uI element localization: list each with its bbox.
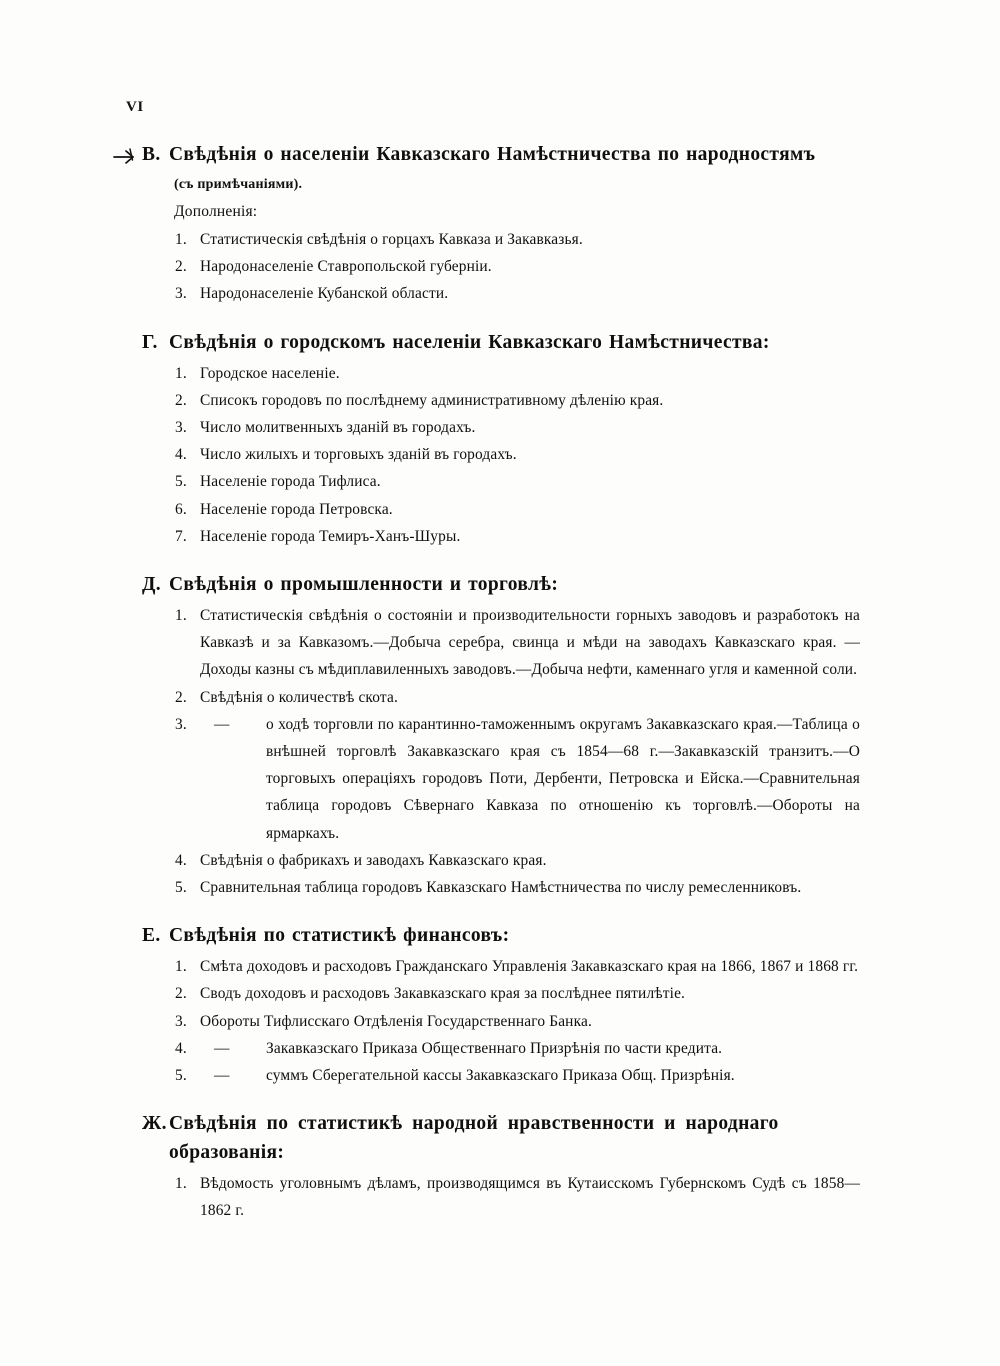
item-number: 1. <box>175 364 187 382</box>
item-text: Народонаселеніе Кубанской области. <box>200 285 449 303</box>
section-letter: Е. <box>142 925 161 947</box>
arrow-right-icon <box>112 146 140 166</box>
list-item <box>142 847 860 874</box>
list-item <box>142 711 860 847</box>
section-letter: В. <box>142 144 161 165</box>
list-item <box>142 523 860 550</box>
list-item <box>142 280 860 307</box>
section-item-list <box>142 226 860 308</box>
section-v <box>142 140 860 308</box>
page-folio-number: VI <box>126 99 144 115</box>
list-item <box>142 874 860 901</box>
list-item <box>142 953 860 980</box>
section-letter: Ж. <box>142 1113 167 1135</box>
section-heading <box>142 140 860 169</box>
section-lead-label: Дополненія: <box>174 203 258 220</box>
section-zh <box>142 1109 860 1224</box>
item-text: суммъ Сберегательной кассы Закавказскаго Приказа Общ. Призрѣнія. <box>266 1067 735 1085</box>
section-heading <box>142 328 860 357</box>
list-item <box>142 253 860 280</box>
ditto-dash-mark: — <box>214 715 230 733</box>
item-number: 1. <box>175 231 187 248</box>
item-text: Число жилыхъ и торговыхъ зданій въ городахъ. <box>200 446 517 464</box>
item-number: 6. <box>175 500 187 518</box>
item-number: 3. <box>175 419 187 437</box>
item-number: 3. <box>175 285 187 303</box>
section-spacer <box>142 552 860 570</box>
item-text: Статистическія свѣдѣнія о горцахъ Кавказа и Закавказья. <box>200 231 583 248</box>
list-item <box>142 360 860 387</box>
list-item <box>142 1008 860 1035</box>
item-number: 2. <box>175 391 187 409</box>
item-text: Статистическія свѣдѣнія о состояніи и производительности горныхъ заводовъ и разработокъ на Кавказѣ и за Кавказомъ.—Добыча серебра, свинца и мѣди на заводахъ Кавказскаго края. — Доходы казны съ мѣдиплавиленныхъ заводовъ.—Добыча нефти, каменнаго угля и каменной соли. <box>200 607 860 679</box>
section-spacer <box>142 903 860 921</box>
item-number: 1. <box>175 1175 187 1193</box>
section-title: Свѣдѣнія о городскомъ населеніи Кавказскаго Намѣстничества: <box>169 331 770 353</box>
section-letter: Г. <box>142 331 158 353</box>
list-item <box>142 496 860 523</box>
section-title: Свѣдѣнія по статистикѣ народной нравственности и народнаго образованія: <box>169 1113 779 1164</box>
section-g <box>142 328 860 550</box>
section-subtitle: (съ примѣчаніями). <box>174 177 303 192</box>
item-number: 5. <box>175 473 187 491</box>
item-text: Вѣдомость уголовнымъ дѣламъ, производящимся въ Кутаисскомъ Губернскомъ Судѣ съ 1858—1862 г. <box>200 1175 860 1220</box>
item-number: 5. <box>175 879 187 897</box>
section-title: Свѣдѣнія о промышленности и торговлѣ: <box>169 574 559 596</box>
section-spacer <box>142 1091 860 1109</box>
list-item <box>142 414 860 441</box>
list-item <box>142 387 860 414</box>
ditto-dash-mark: — <box>214 1039 230 1057</box>
section-d <box>142 570 860 901</box>
item-text: Число молитвенныхъ зданій въ городахъ. <box>200 419 476 437</box>
item-number: 3. <box>175 715 187 733</box>
list-item <box>142 226 860 253</box>
section-spacer <box>142 310 860 328</box>
item-text: Сравнительная таблица городовъ Кавказскаго Намѣстничества по числу ремесленниковъ. <box>200 879 802 897</box>
item-number: 4. <box>175 851 187 869</box>
section-heading <box>142 921 860 950</box>
section-title: Свѣдѣнія по статистикѣ финансовъ: <box>169 925 510 947</box>
item-text: Населеніе города Петровска. <box>200 500 393 518</box>
table-of-contents <box>142 140 860 1227</box>
list-item <box>142 980 860 1007</box>
item-number: 4. <box>175 446 187 464</box>
item-text: Обороты Тифлисскаго Отдѣленія Государственнаго Банка. <box>200 1012 592 1030</box>
item-text: Населеніе города Темиръ-Ханъ-Шуры. <box>200 527 461 545</box>
item-text: Смѣта доходовъ и расходовъ Гражданскаго Управленія Закавказскаго края на 1866, 1867 и 1868 гг. <box>200 958 859 976</box>
item-number: 7. <box>175 527 187 545</box>
section-heading <box>142 570 860 599</box>
item-text: Городское населеніе. <box>200 364 340 382</box>
item-text: Населеніе города Тифлиса. <box>200 473 381 491</box>
item-number: 5. <box>175 1067 187 1085</box>
item-text: Свѣдѣнія о количествѣ скота. <box>200 688 398 706</box>
section-e <box>142 921 860 1089</box>
section-heading <box>142 1109 860 1167</box>
list-item <box>142 1035 860 1062</box>
item-number: 2. <box>175 985 187 1003</box>
list-item <box>142 468 860 495</box>
item-text: о ходѣ торговли по карантинно-таможеннымъ округамъ Закавказскаго края.—Таблица о внѣшней торговлѣ Закавказскаго края съ 1854—68 г.—Закавказскій транзитъ.—О торговыхъ операціяхъ городовъ Поти, Дербенти, Петровска и Ейска.—Сравнительная таблица городовъ Сѣвернаго Кавказа по отношенію къ торговлѣ.—Обороты на ярмаркахъ. <box>266 715 860 842</box>
item-number: 2. <box>175 688 187 706</box>
list-item <box>142 602 860 684</box>
item-number: 2. <box>175 258 187 276</box>
list-item <box>142 441 860 468</box>
section-title: Свѣдѣнія о населеніи Кавказскаго Намѣстничества по народностямъ <box>169 144 816 165</box>
section-item-list <box>142 1170 860 1224</box>
section-letter: Д. <box>142 574 161 596</box>
list-item <box>142 1170 860 1224</box>
item-text: Закавказскаго Приказа Общественнаго Призрѣнія по части кредита. <box>266 1039 723 1057</box>
item-text: Сводъ доходовъ и расходовъ Закавказскаго края за послѣднее пятилѣтіе. <box>200 985 686 1003</box>
item-number: 3. <box>175 1012 187 1030</box>
item-number: 1. <box>175 607 187 625</box>
item-number: 1. <box>175 958 187 976</box>
item-number: 4. <box>175 1039 187 1057</box>
ditto-dash-mark: — <box>214 1067 230 1085</box>
section-item-list <box>142 360 860 550</box>
section-item-list <box>142 602 860 901</box>
item-text: Свѣдѣнія о фабрикахъ и заводахъ Кавказскаго края. <box>200 851 547 869</box>
item-text: Народонаселеніе Ставропольской губерніи. <box>200 258 492 276</box>
item-text: Списокъ городовъ по послѣднему административному дѣленію края. <box>200 391 664 409</box>
list-item <box>142 1062 860 1089</box>
section-item-list <box>142 953 860 1089</box>
list-item <box>142 684 860 711</box>
